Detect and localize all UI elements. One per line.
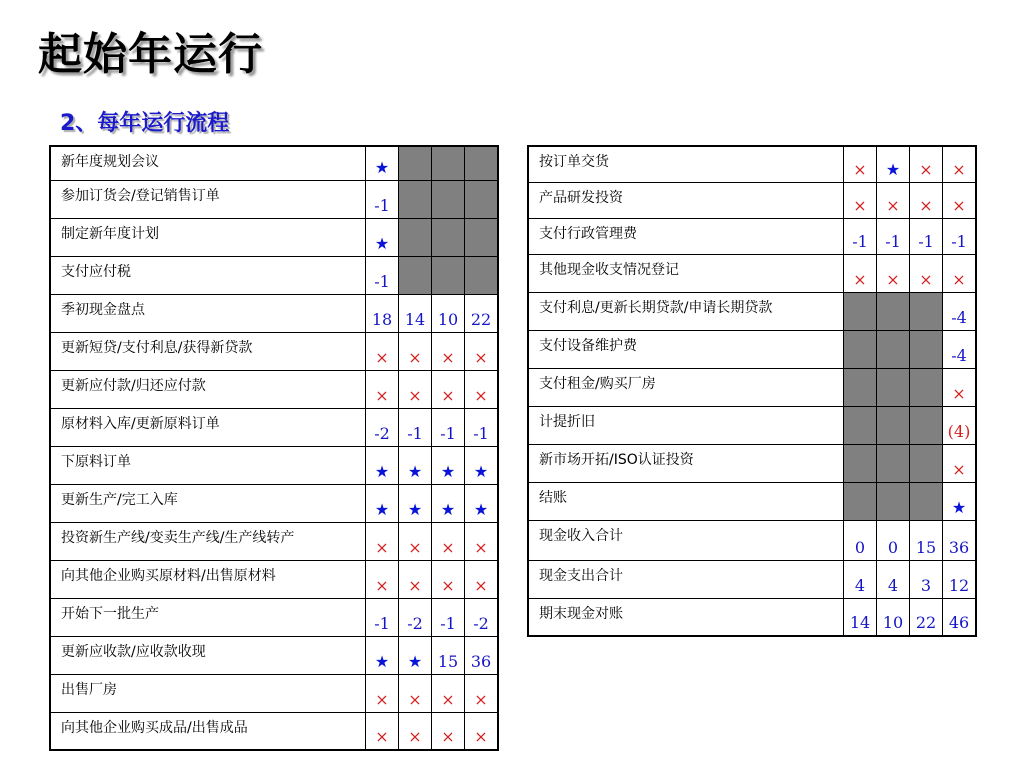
- value-cell: -1: [465, 408, 499, 446]
- table-row: [50, 294, 498, 332]
- gray-cell: [844, 330, 877, 368]
- table-row: [528, 182, 976, 218]
- row-label: 支付行政管理费: [528, 218, 844, 254]
- star-icon: ★: [465, 484, 499, 522]
- cross-icon: ×: [465, 674, 499, 712]
- value-cell: -2: [465, 598, 499, 636]
- cross-icon: ×: [943, 146, 977, 182]
- cross-icon: ×: [399, 522, 432, 560]
- cross-icon: ×: [432, 370, 465, 408]
- cross-icon: ×: [943, 444, 977, 482]
- star-icon: ★: [366, 146, 399, 180]
- gray-cell: [877, 292, 910, 330]
- row-label: 现金支出合计: [528, 560, 844, 598]
- gray-cell: [877, 406, 910, 444]
- value-cell: -1: [943, 218, 977, 254]
- table-row: [50, 180, 498, 218]
- value-cell: 3: [910, 560, 943, 598]
- gray-cell: [432, 218, 465, 256]
- value-cell: 15: [432, 636, 465, 674]
- cross-icon: ×: [943, 182, 977, 218]
- gray-cell: [844, 482, 877, 520]
- row-label: 其他现金收支情况登记: [528, 254, 844, 292]
- value-cell: 22: [910, 598, 943, 636]
- star-icon: ★: [366, 218, 399, 256]
- gray-cell: [399, 256, 432, 294]
- table-row: [528, 560, 976, 598]
- cross-icon: ×: [366, 522, 399, 560]
- right-process-table: [527, 145, 977, 637]
- row-label: 产品研发投资: [528, 182, 844, 218]
- star-icon: ★: [432, 484, 465, 522]
- value-cell: 15: [910, 520, 943, 560]
- value-cell: -1: [366, 180, 399, 218]
- cross-icon: ×: [366, 712, 399, 750]
- table-row: [528, 218, 976, 254]
- value-cell: 36: [465, 636, 499, 674]
- cross-icon: ×: [465, 522, 499, 560]
- gray-cell: [910, 292, 943, 330]
- cross-icon: ×: [465, 370, 499, 408]
- row-label: 支付应付税: [50, 256, 366, 294]
- gray-cell: [465, 256, 499, 294]
- row-label: 下原料订单: [50, 446, 366, 484]
- value-cell: 18: [366, 294, 399, 332]
- cross-icon: ×: [877, 182, 910, 218]
- row-label: 原材料入库/更新原料订单: [50, 408, 366, 446]
- star-icon: ★: [399, 484, 432, 522]
- gray-cell: [910, 406, 943, 444]
- row-label: 新年度规划会议: [50, 146, 366, 180]
- cross-icon: ×: [366, 332, 399, 370]
- cross-icon: ×: [465, 712, 499, 750]
- value-cell: 22: [465, 294, 499, 332]
- gray-cell: [844, 406, 877, 444]
- value-cell: 4: [877, 560, 910, 598]
- value-cell: (4): [943, 406, 977, 444]
- row-label: 季初现金盘点: [50, 294, 366, 332]
- value-cell: -1: [432, 598, 465, 636]
- left-table-body: [50, 146, 498, 750]
- table-row: [50, 712, 498, 750]
- cross-icon: ×: [844, 182, 877, 218]
- table-row: [50, 636, 498, 674]
- value-cell: 36: [943, 520, 977, 560]
- gray-cell: [910, 330, 943, 368]
- table-row: [528, 254, 976, 292]
- table-row: [528, 292, 976, 330]
- cross-icon: ×: [943, 254, 977, 292]
- value-cell: 0: [877, 520, 910, 560]
- value-cell: 4: [844, 560, 877, 598]
- table-row: [50, 370, 498, 408]
- table-row: [528, 146, 976, 182]
- table-row: [50, 484, 498, 522]
- table-row: [50, 218, 498, 256]
- table-row: [528, 406, 976, 444]
- gray-cell: [910, 482, 943, 520]
- star-icon: ★: [366, 636, 399, 674]
- row-label: 按订单交货: [528, 146, 844, 182]
- table-row: [50, 446, 498, 484]
- row-label: 制定新年度计划: [50, 218, 366, 256]
- table-row: [528, 368, 976, 406]
- cross-icon: ×: [399, 712, 432, 750]
- table-row: [50, 522, 498, 560]
- row-label: 计提折旧: [528, 406, 844, 444]
- row-label: 现金收入合计: [528, 520, 844, 560]
- row-label: 结账: [528, 482, 844, 520]
- gray-cell: [844, 292, 877, 330]
- row-label: 投资新生产线/变卖生产线/生产线转产: [50, 522, 366, 560]
- value-cell: -1: [366, 256, 399, 294]
- table-row: [50, 256, 498, 294]
- cross-icon: ×: [399, 674, 432, 712]
- cross-icon: ×: [366, 674, 399, 712]
- row-label: 更新生产/完工入库: [50, 484, 366, 522]
- cross-icon: ×: [432, 522, 465, 560]
- star-icon: ★: [432, 446, 465, 484]
- star-icon: ★: [366, 446, 399, 484]
- right-table-body: [528, 146, 976, 636]
- value-cell: -1: [877, 218, 910, 254]
- cross-icon: ×: [910, 254, 943, 292]
- gray-cell: [910, 368, 943, 406]
- value-cell: 14: [844, 598, 877, 636]
- gray-cell: [877, 482, 910, 520]
- gray-cell: [432, 146, 465, 180]
- gray-cell: [399, 218, 432, 256]
- value-cell: -1: [432, 408, 465, 446]
- gray-cell: [432, 180, 465, 218]
- cross-icon: ×: [910, 182, 943, 218]
- cross-icon: ×: [844, 254, 877, 292]
- star-icon: ★: [399, 446, 432, 484]
- table-row: [50, 598, 498, 636]
- value-cell: 10: [877, 598, 910, 636]
- cross-icon: ×: [432, 332, 465, 370]
- row-label: 期末现金对账: [528, 598, 844, 636]
- cross-icon: ×: [366, 370, 399, 408]
- cross-icon: ×: [432, 674, 465, 712]
- cross-icon: ×: [399, 332, 432, 370]
- table-row: [528, 598, 976, 636]
- value-cell: 46: [943, 598, 977, 636]
- gray-cell: [465, 180, 499, 218]
- row-label: 支付租金/购买厂房: [528, 368, 844, 406]
- row-label: 支付利息/更新长期贷款/申请长期贷款: [528, 292, 844, 330]
- star-icon: ★: [465, 446, 499, 484]
- gray-cell: [432, 256, 465, 294]
- cross-icon: ×: [465, 332, 499, 370]
- value-cell: 12: [943, 560, 977, 598]
- cross-icon: ×: [432, 560, 465, 598]
- value-cell: -1: [910, 218, 943, 254]
- gray-cell: [877, 368, 910, 406]
- page-title: 起始年运行: [38, 29, 263, 80]
- star-icon: ★: [366, 484, 399, 522]
- cross-icon: ×: [432, 712, 465, 750]
- page-subtitle: 2、每年运行流程: [60, 111, 230, 136]
- cross-icon: ×: [399, 560, 432, 598]
- cross-icon: ×: [844, 146, 877, 182]
- value-cell: 10: [432, 294, 465, 332]
- cross-icon: ×: [399, 370, 432, 408]
- row-label: 更新应付款/归还应付款: [50, 370, 366, 408]
- value-cell: 0: [844, 520, 877, 560]
- table-row: [50, 674, 498, 712]
- row-label: 向其他企业购买原材料/出售原材料: [50, 560, 366, 598]
- value-cell: -1: [844, 218, 877, 254]
- left-process-table: [49, 145, 499, 751]
- row-label: 参加订货会/登记销售订单: [50, 180, 366, 218]
- cross-icon: ×: [877, 254, 910, 292]
- gray-cell: [465, 218, 499, 256]
- row-label: 向其他企业购买成品/出售成品: [50, 712, 366, 750]
- star-icon: ★: [943, 482, 977, 520]
- cross-icon: ×: [366, 560, 399, 598]
- table-row: [528, 444, 976, 482]
- value-cell: -4: [943, 330, 977, 368]
- cross-icon: ×: [910, 146, 943, 182]
- value-cell: -1: [366, 598, 399, 636]
- value-cell: -4: [943, 292, 977, 330]
- table-row: [528, 482, 976, 520]
- row-label: 新市场开拓/ISO认证投资: [528, 444, 844, 482]
- star-icon: ★: [877, 146, 910, 182]
- gray-cell: [910, 444, 943, 482]
- gray-cell: [399, 180, 432, 218]
- table-row: [528, 330, 976, 368]
- table-row: [50, 146, 498, 180]
- gray-cell: [877, 330, 910, 368]
- gray-cell: [844, 444, 877, 482]
- gray-cell: [844, 368, 877, 406]
- cross-icon: ×: [943, 368, 977, 406]
- cross-icon: ×: [465, 560, 499, 598]
- gray-cell: [877, 444, 910, 482]
- value-cell: -1: [399, 408, 432, 446]
- row-label: 开始下一批生产: [50, 598, 366, 636]
- star-icon: ★: [399, 636, 432, 674]
- value-cell: 14: [399, 294, 432, 332]
- gray-cell: [465, 146, 499, 180]
- table-row: [50, 560, 498, 598]
- row-label: 支付设备维护费: [528, 330, 844, 368]
- table-row: [50, 332, 498, 370]
- gray-cell: [399, 146, 432, 180]
- table-row: [528, 520, 976, 560]
- row-label: 出售厂房: [50, 674, 366, 712]
- row-label: 更新应收款/应收款收现: [50, 636, 366, 674]
- value-cell: -2: [399, 598, 432, 636]
- row-label: 更新短贷/支付利息/获得新贷款: [50, 332, 366, 370]
- value-cell: -2: [366, 408, 399, 446]
- table-row: [50, 408, 498, 446]
